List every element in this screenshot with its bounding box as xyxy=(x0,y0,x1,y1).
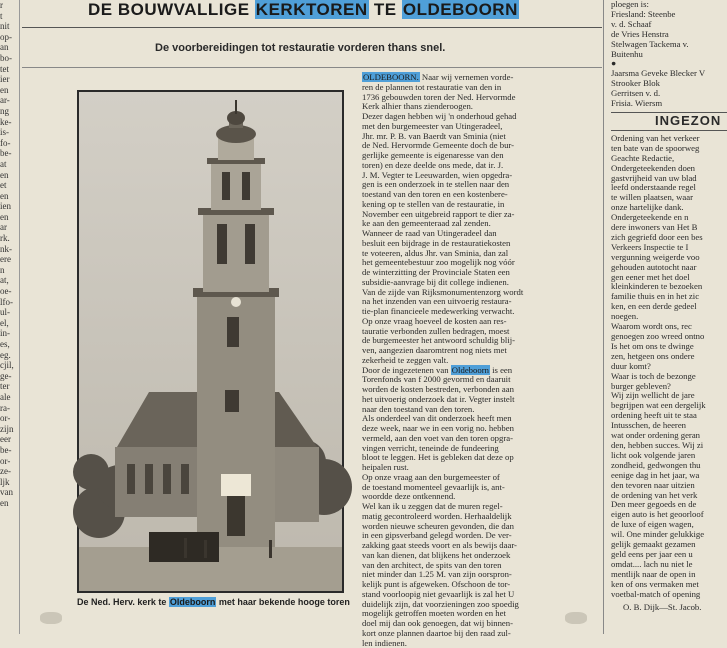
article-line: gen is een onderzoek in te stellen naar den xyxy=(362,180,597,190)
lineup-line: de Vries Henstra xyxy=(611,30,727,40)
lineup-line: Strooker Blok xyxy=(611,79,727,89)
fragment-line: op- xyxy=(0,32,16,43)
fragment-line: ljk xyxy=(0,477,16,488)
section-heading-ingezonden: INGEZON xyxy=(655,116,727,126)
letter-line: Ondergeteekende en n xyxy=(611,213,727,223)
article-line: worden de kosten bestreden, verbonden aan xyxy=(362,385,597,395)
fragment-line: ar- xyxy=(0,95,16,106)
article-line: 1736 gebouwden toren der Ned. Hervormde xyxy=(362,93,597,103)
article-line-text: Naar wij vernemen vorde- xyxy=(420,72,514,82)
fragment-line: in- xyxy=(0,328,16,339)
adjacent-column-right xyxy=(611,0,727,634)
article-line: worden nieuwe scheuren gevonden, die dan xyxy=(362,522,597,532)
letter-line: de luxe of eigen wagen, xyxy=(611,520,727,530)
fragment-line: be- xyxy=(0,445,16,456)
fragment-line: or- xyxy=(0,456,16,467)
fragment-line: ze- xyxy=(0,466,16,477)
letter-line: Verkeers Inspectie te I xyxy=(611,243,727,253)
fragment-line: en xyxy=(0,85,16,96)
letter-line: ken, en een derde gedeel xyxy=(611,302,727,312)
article-line: kening op te stellen van de restauratie, in xyxy=(362,200,597,210)
letter-to-editor-text xyxy=(611,134,727,600)
paper-stain xyxy=(565,612,587,624)
highlighted-search-term: OLDEBOORN xyxy=(402,0,519,19)
letter-line: dere inwoners van Het B xyxy=(611,223,727,233)
article-line: kort onze plannen daartoe bij den raad zul- xyxy=(362,629,597,639)
article-line: kelijk punt is afgeweken. Ofschoon de tor- xyxy=(362,580,597,590)
letter-line: Wij zijn wellicht de jare xyxy=(611,391,727,401)
letter-line: wat onder ordening geran xyxy=(611,431,727,441)
fragment-line: is- xyxy=(0,127,16,138)
article-line: toren) en deze deelde ons mede, dat ir. J. xyxy=(362,161,597,171)
letter-line: gastvrijheid van uw blad xyxy=(611,174,727,184)
fragment-line: ien xyxy=(0,201,16,212)
article-line: matig gecontroleerd worden. Herhaaldelijk xyxy=(362,512,597,522)
article-line: in een gipsverband gelegd worden. De ver- xyxy=(362,531,597,541)
article-line: Als onderdeel van dit onderzoek heeft men xyxy=(362,414,597,424)
highlighted-search-term: KERKTOREN xyxy=(255,0,369,19)
fragment-line: ge- xyxy=(0,371,16,382)
letter-line: noegen. xyxy=(611,312,727,322)
article-body xyxy=(362,73,597,618)
fragment-line: en xyxy=(0,498,16,509)
lineup-line: ● xyxy=(611,59,727,69)
letter-line: licht ook volgende jaren xyxy=(611,451,727,461)
lineup-line: Gerritsen v. d. xyxy=(611,89,727,99)
church-tower-illustration xyxy=(79,92,342,591)
article-line: len indienen. xyxy=(362,639,597,648)
article-line: Kerk alhier thans zienderoogen. xyxy=(362,102,597,112)
article-line: J. M. Vegter te Leeuwarden, wien opgedra- xyxy=(362,171,597,181)
letter-line: wil. One minder gelukkige xyxy=(611,530,727,540)
article-line: deze week, naar we in een vorig no. hebben xyxy=(362,424,597,434)
headline-part: DE BOUWVALLIGE xyxy=(88,0,255,19)
fragment-line: cjil, xyxy=(0,360,16,371)
article-line: besluit een bijdrage in de restauratiekosten xyxy=(362,239,597,249)
caption-part: De Ned. Herv. kerk te xyxy=(77,597,169,607)
article-line: stand voorloopig niet gevaarlijk is zal het U xyxy=(362,590,597,600)
fragment-line: el, xyxy=(0,318,16,329)
article-line: Op onze vraag aan den burgemeester of xyxy=(362,473,597,483)
article-line: de toestand momenteel gevaarlijk is, ant- xyxy=(362,483,597,493)
article-line: gerlijke gemeente is eigenaresse van den xyxy=(362,151,597,161)
letter-line: leefd onderstaande regel xyxy=(611,183,727,193)
lineup-line: Friesland: Steenbe xyxy=(611,10,727,20)
article-line: doel mij dan ook genoegen, dat wij binnen- xyxy=(362,619,597,629)
lineup-line: ploegen is: xyxy=(611,0,727,10)
fragment-line: nit xyxy=(0,21,16,32)
article-line: Wel kan ik u zeggen dat de muren regel- xyxy=(362,502,597,512)
article-line-text: Door de ingezetenen van xyxy=(362,365,451,375)
article-line: de Ned. Hervormde Gemeente doch de bur- xyxy=(362,141,597,151)
letter-line: Geachte Redactie, xyxy=(611,154,727,164)
fragment-line: at, xyxy=(0,275,16,286)
highlighted-search-term: Oldeboorn xyxy=(451,365,490,375)
fragment-line: ier xyxy=(0,74,16,85)
article-line: met den burgemeester van Utingeradeel, xyxy=(362,122,597,132)
fragment-line: fo- xyxy=(0,138,16,149)
article-line: van den architect, de spits van den toren xyxy=(362,561,597,571)
article-line: zakking gaat steeds voort en als bewijs daar- xyxy=(362,541,597,551)
article-line: vermeld, aan den voet van den toren opgra- xyxy=(362,434,597,444)
paper-stain xyxy=(40,612,62,624)
letter-line: zich gegriefd door een bes xyxy=(611,233,727,243)
column-divider-left xyxy=(19,0,20,634)
article-line: het uitvoerig onderzoek dat ir. Vegter instelt xyxy=(362,395,597,405)
article-line: Wanneer de raad van Utingeradeel dan xyxy=(362,229,597,239)
letter-signature: O. B. Dijk—St. Jacob. xyxy=(611,603,727,613)
fragment-line: ar xyxy=(0,222,16,233)
letter-line: Den meer gegoeds en de xyxy=(611,500,727,510)
article-line: de winterzitting der Provinciale Staten een xyxy=(362,268,597,278)
article-line: te voteeren, aldus Jhr. van Sminia, dan zal xyxy=(362,249,597,259)
letter-line: zen, hetgeen ons ondere xyxy=(611,352,727,362)
lineup-line: Jaarsma Geveke Blecker V xyxy=(611,69,727,79)
letter-line: familie thuis en in het zic xyxy=(611,292,727,302)
letter-line: kleinkinderen te bezoeken xyxy=(611,282,727,292)
letter-line: voetbal-match of opening xyxy=(611,590,727,600)
article-line: zekerheid te zeggen valt. xyxy=(362,356,597,366)
headline-part: TE xyxy=(369,0,402,19)
article-line: naar den toestand van den toren. xyxy=(362,405,597,415)
headline xyxy=(88,0,548,20)
letter-line: vergunning weigerde voo xyxy=(611,253,727,263)
article-line: toestand van den toren en een kostenbere- xyxy=(362,190,597,200)
article-line: vingen verricht, teneinde de fundeering xyxy=(362,444,597,454)
column-divider-right xyxy=(603,0,604,634)
fragment-line: rk. xyxy=(0,233,16,244)
fragment-line: en xyxy=(0,191,16,202)
fragment-line: ul- xyxy=(0,307,16,318)
letter-line: begrijpen wat een dergelijk xyxy=(611,401,727,411)
article-line: Dezer dagen hebben wij 'n onderhoud gehad xyxy=(362,112,597,122)
highlighted-search-term: OLDEBOORN. xyxy=(362,72,420,82)
caption-part: met haar bekende hooge toren xyxy=(216,597,350,607)
letter-line: duur komt? xyxy=(611,362,727,372)
fragment-line: et xyxy=(0,180,16,191)
article-line: ke aan den gemeenteraad zal zenden. xyxy=(362,219,597,229)
article-line: de burgemeester het antwoord schuldig blij- xyxy=(362,336,597,346)
fragment-line: at xyxy=(0,159,16,170)
article-line: subsidie-aanvrage bij dit college indienen. xyxy=(362,278,597,288)
letter-line: gelijk gemaakt gezamen xyxy=(611,540,727,550)
fragment-line: tet xyxy=(0,64,16,75)
headline-rule xyxy=(22,27,602,28)
letter-line: Is het om ons te dwinge xyxy=(611,342,727,352)
article-line: November een uitgebreid rapport te dier za- xyxy=(362,210,597,220)
fragment-line: t xyxy=(0,11,16,22)
fragment-line: ter xyxy=(0,381,16,392)
fragment-line: ra- xyxy=(0,403,16,414)
letter-line: Ordening van het verkeer xyxy=(611,134,727,144)
letter-line: gen eener met het doel xyxy=(611,273,727,283)
church-photo xyxy=(77,90,344,593)
article-line-text: is een xyxy=(490,365,512,375)
letter-line: gehouden autotocht naar xyxy=(611,263,727,273)
fragment-line: eer xyxy=(0,434,16,445)
letter-line: den tevoren naar uitzien xyxy=(611,481,727,491)
article-line: duidelijk zijn, dat voorzieningen zoo spoedig xyxy=(362,600,597,610)
article-line: ren de plannen tot restauratie van den in xyxy=(362,83,597,93)
fragment-line: en xyxy=(0,170,16,181)
letter-line: ken of ons vermaken met xyxy=(611,580,727,590)
fragment-line: en xyxy=(0,212,16,223)
fragment-line: or- xyxy=(0,413,16,424)
fragment-line: ke- xyxy=(0,117,16,128)
article-line: bloot te leggen. Het is gebleken dat deze op xyxy=(362,453,597,463)
fragment-line: lfo- xyxy=(0,297,16,308)
fragment-line: eg. xyxy=(0,350,16,361)
letter-line: burger gebleven? xyxy=(611,382,727,392)
fragment-line: ere xyxy=(0,254,16,265)
fragment-line: oe- xyxy=(0,286,16,297)
fragment-line: ale xyxy=(0,392,16,403)
letter-line: ordening heeft uit te staa xyxy=(611,411,727,421)
fragment-line: be- xyxy=(0,148,16,159)
article-line: het gemeentebestuur zoo mogelijk nog vóór xyxy=(362,258,597,268)
fragment-line: es, xyxy=(0,339,16,350)
letter-line: genoegen zoo wreed ontno xyxy=(611,332,727,342)
letter-line: ten bate van de spoorweg xyxy=(611,144,727,154)
article-line: na het inzenden van een uitvoerig restaura- xyxy=(362,297,597,307)
article-line: Jhr. mr. P. B. van Baerdt van Sminia (niet xyxy=(362,132,597,142)
article-line: heipalen rust. xyxy=(362,463,597,473)
lineup-line: Frisia. Wiersm xyxy=(611,99,727,109)
fragment-line: zijn xyxy=(0,424,16,435)
article-line: tie-plan financieele medewerking verwacht. xyxy=(362,307,597,317)
letter-line: Waarom wordt ons, rec xyxy=(611,322,727,332)
letter-line: eigen auto is het geoorloof xyxy=(611,510,727,520)
article-line: niet minder dan 1.25 M. van zijn oorspron- xyxy=(362,570,597,580)
letter-line: zondheid, gedwongen thu xyxy=(611,461,727,471)
letter-line: Ondergeteekenden doen xyxy=(611,164,727,174)
highlighted-search-term: Oldeboorn xyxy=(169,597,217,607)
letter-line: Intusschen, de heeren xyxy=(611,421,727,431)
fragment-line: nk- xyxy=(0,244,16,255)
letter-line: omdat.... lach nu niet le xyxy=(611,560,727,570)
article-line: mogelijk getroffen moeten worden en het xyxy=(362,609,597,619)
article-line: tauratie verbonden zullen bedragen, moest xyxy=(362,327,597,337)
subheading-rule xyxy=(22,67,602,68)
letter-line: Waar is toch de bezonge xyxy=(611,372,727,382)
letter-line: onze hartelijke dank. xyxy=(611,203,727,213)
section-rule xyxy=(611,130,727,131)
fragment-line: n xyxy=(0,265,16,276)
article-line: Op onze vraag hoeveel de kosten aan res- xyxy=(362,317,597,327)
letter-line: de ordening van het verk xyxy=(611,491,727,501)
fragment-line: van xyxy=(0,487,16,498)
letter-line: mentlijk naar de open in xyxy=(611,570,727,580)
subheading: De voorbereidingen tot restauratie vorderen thans snel. xyxy=(155,42,445,54)
article-line: woordde deze ontkennend. xyxy=(362,492,597,502)
fragment-line: r xyxy=(0,0,16,11)
fragment-line: ng xyxy=(0,106,16,117)
letter-line: te willen plaatsen, waar xyxy=(611,193,727,203)
article-line: ven, aangezien daaromtrent nog niets met xyxy=(362,346,597,356)
sports-lineup-fragment xyxy=(611,0,727,109)
article-line: van kan dienen, dat blijkens het onderzoek xyxy=(362,551,597,561)
article-line: Torenfonds van f 2000 gevormd en daaruit xyxy=(362,375,597,385)
letter-line: den, hebben succes. Wij zi xyxy=(611,441,727,451)
lineup-line: v. d. Schaaf xyxy=(611,20,727,30)
fragment-line: bo- xyxy=(0,53,16,64)
article-line: Van de zijde van Rijksmonumentenzorg wordt xyxy=(362,288,597,298)
fragment-line: an xyxy=(0,42,16,53)
adjacent-column-fragments xyxy=(0,0,16,634)
letter-line: eenige dag in het jaar, wa xyxy=(611,471,727,481)
photo-caption xyxy=(77,597,347,607)
letter-line: geld eens per jaar een u xyxy=(611,550,727,560)
lineup-line: Stelwagen Tackema v. xyxy=(611,40,727,50)
lineup-line: Buitenhu xyxy=(611,50,727,60)
